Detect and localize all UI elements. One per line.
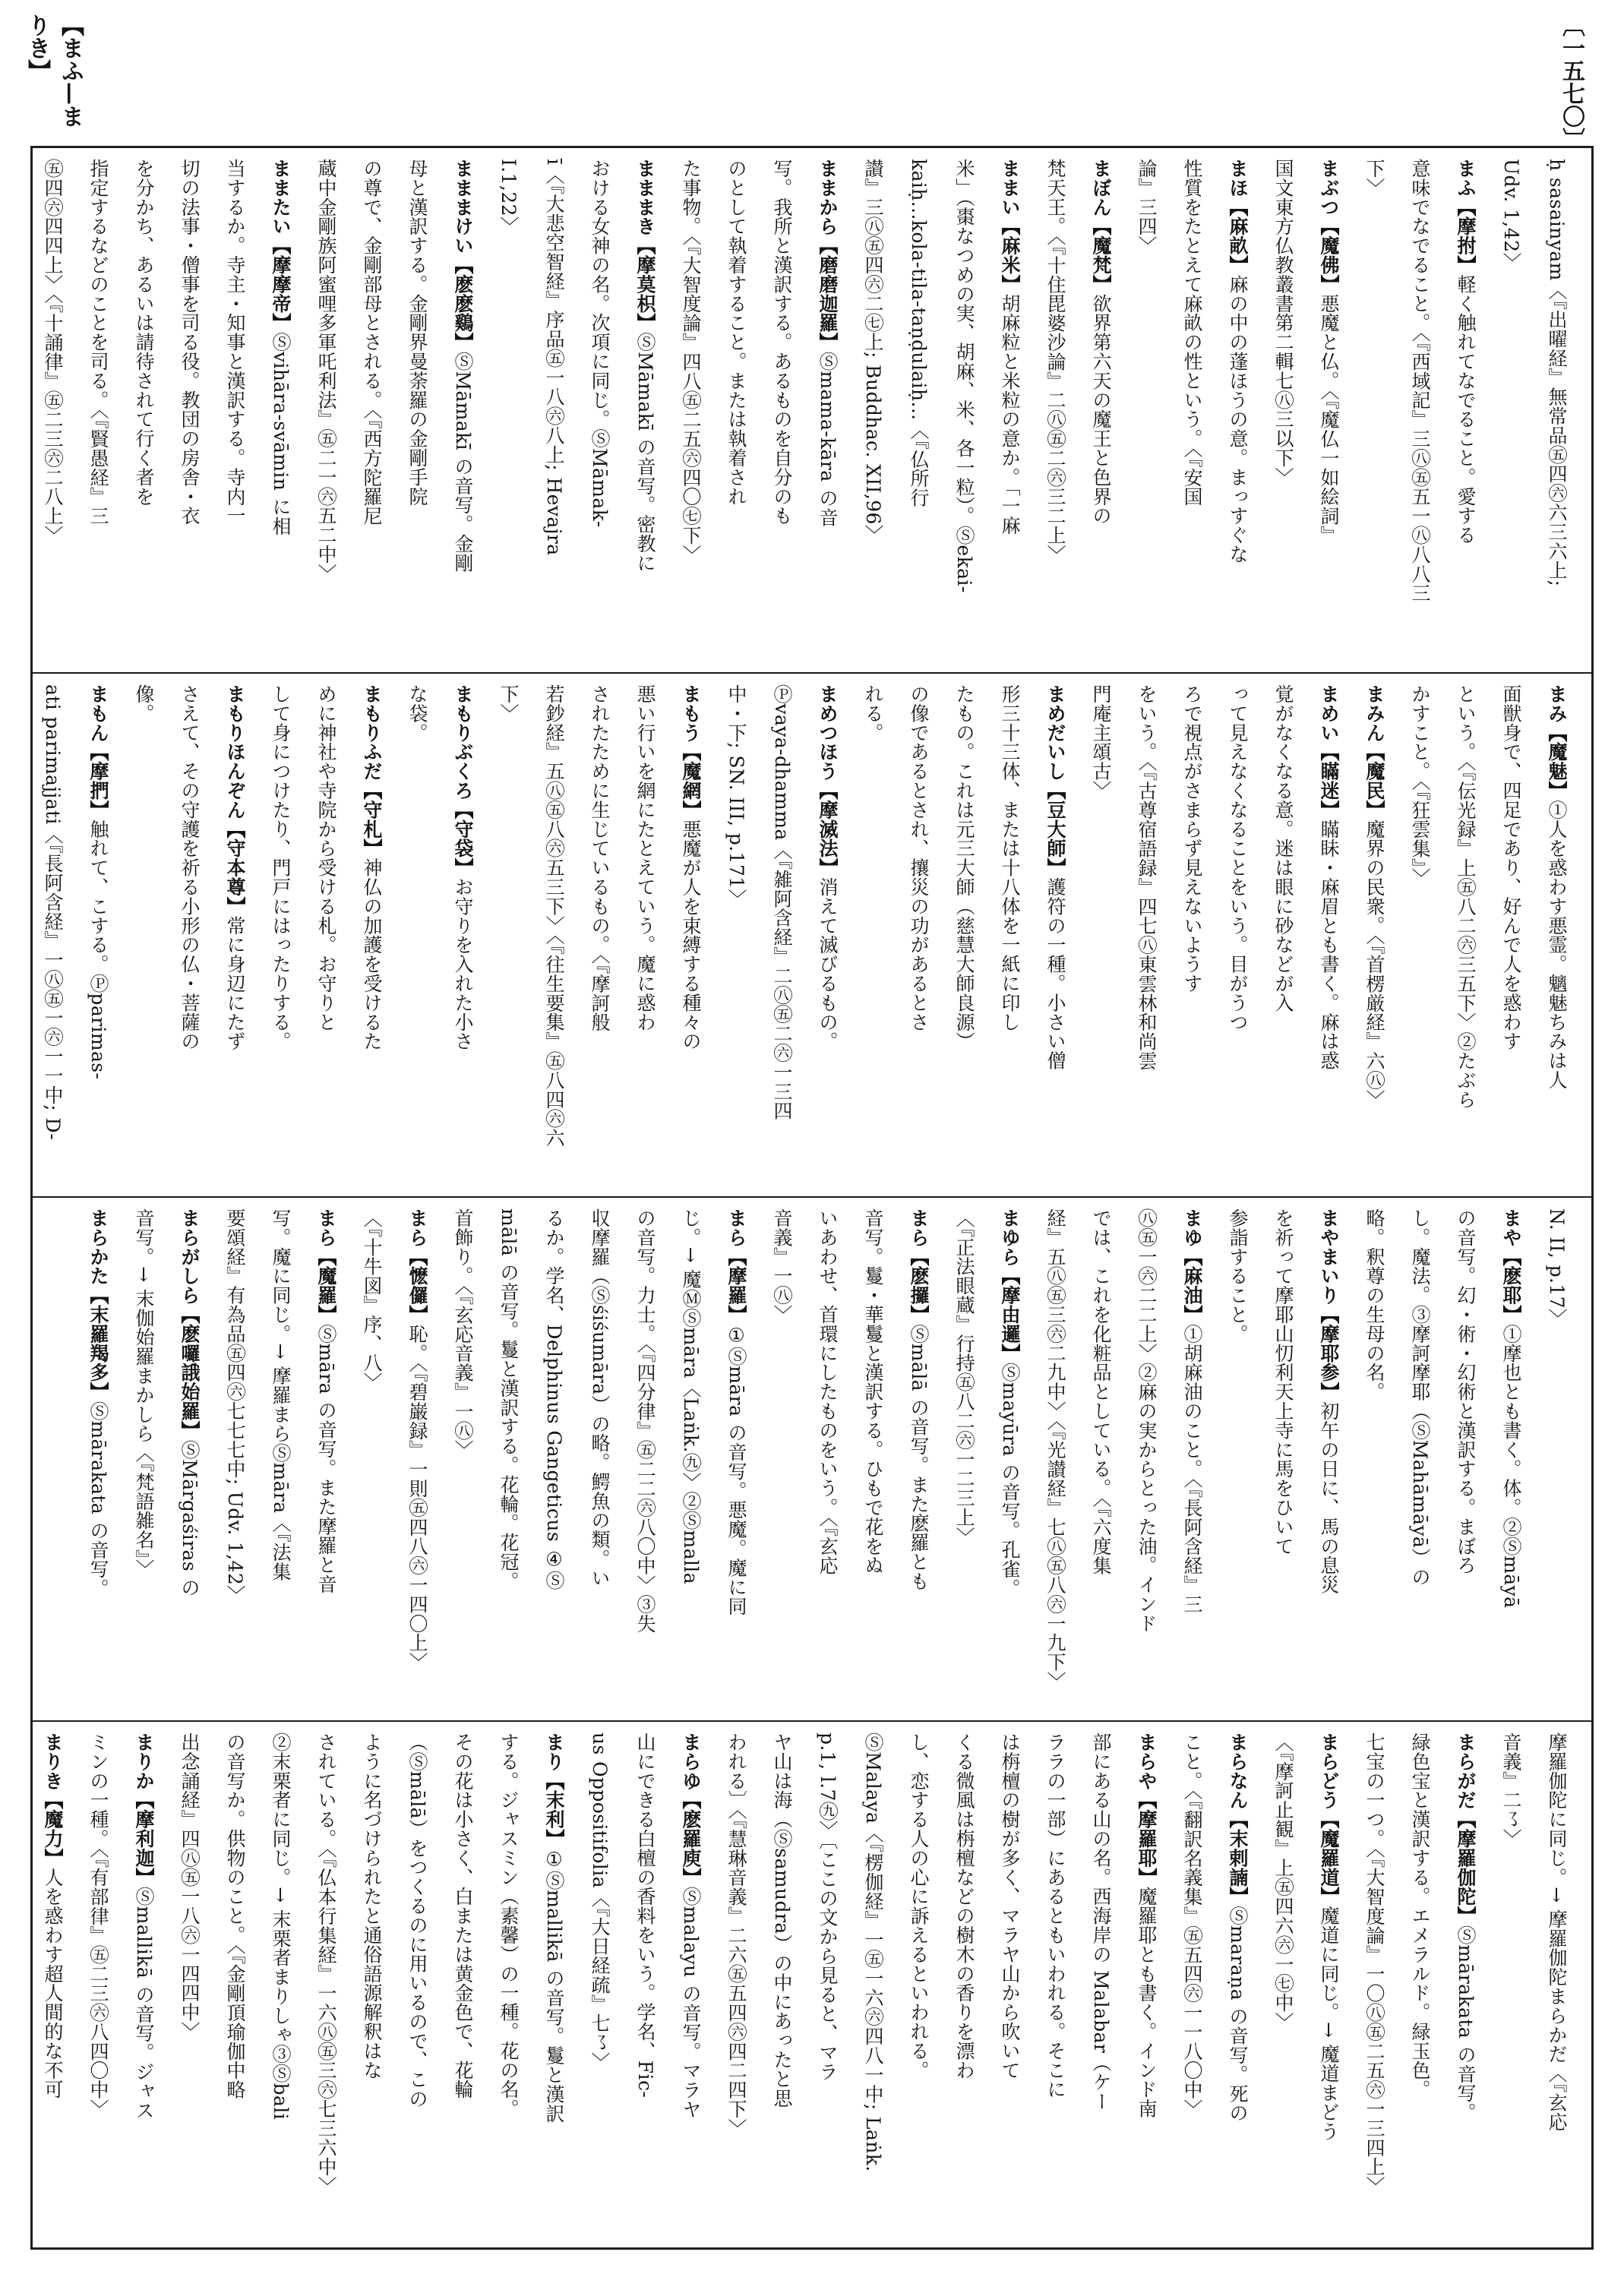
entry-line: 音義』一㊇〉 (771, 1208, 793, 1325)
entry-headword: まら【懡儸】 (406, 1208, 428, 1325)
entry-line: 略。釈尊の生母の名。 (1363, 1208, 1385, 1401)
entry-line: かすこと。〈『狂雲集』〉 (1409, 684, 1431, 888)
entry-line: 首飾り。〈『玄応音義』一㊇〉 (452, 1208, 474, 1460)
entry-line: ②末栗者に同じ。→ 末栗者まりしゃ③Ⓢbali (270, 1732, 292, 2120)
entry-headword: まりか【摩利迦】 (133, 1732, 155, 1887)
entry-headword: まらなん【末剌諵】 (1227, 1732, 1249, 1906)
entry-line: まめだいし【豆大師】護符の一種。小さい僧 (1044, 684, 1066, 1070)
entry-line: の音写か。供物のこと。〈『金剛頂瑜伽中略 (224, 1732, 246, 2099)
entry-line: 米」（棗なつめの実、胡麻、米、各一粒）。Ⓢekai- (953, 159, 975, 593)
entry-line: 指定するなどのことを司る。〈『賢愚経』三 (87, 159, 109, 526)
entry-line: な袋。 (406, 684, 428, 743)
entry-line: 部にある山の名。西海岸の Malabar（ケー (1090, 1732, 1112, 2111)
entry-line: まらゆ【麽羅庾】Ⓢmalayu の音写。マラヤ (680, 1732, 702, 2119)
entry-line: 像。 (133, 684, 155, 723)
entry-line: まみん【魔民】魔界の民衆。〈『首楞厳経』六㊇〉 (1363, 684, 1385, 1110)
entry-line: されている。〈『仏本行集経』一六㊇㊄三㊅七三六中〉 (315, 1732, 337, 2196)
entry-line: まらがだ【摩羅伽陀】Ⓢmārakata の音写。 (1455, 1732, 1477, 2123)
entry-line: ī〈『大悲空智経』序品㊄一八㊅八上; Hevajra (543, 159, 565, 556)
entry-line: まふ【摩拊】軽く触れてなでること。愛する (1455, 159, 1477, 545)
entry-line: まや【麽耶】①摩也とも書く。体。②Ⓢmāyā (1500, 1208, 1522, 1609)
entry-line: 山にできる白檀の香料をいう。学名、Fic- (634, 1732, 656, 2099)
entry-line: 写。魔に同じ。→ 摩羅まらⓈmāra〈『法集 (270, 1208, 292, 1581)
entry-headword: まままけい【麽麽鷄】 (452, 159, 474, 352)
entry-line: 出念誦経』四㊇㊄一八㊅一四四中〉 (179, 1732, 201, 2042)
entry-headword: まみ【魔魅】 (1546, 684, 1568, 801)
entry-line: mālā の音写。鬘と漢訳する。花輪。花冠。 (498, 1208, 520, 1591)
entry-line: を分かち、あるいは請待されて行く者を (133, 159, 155, 507)
entry-headword: まめだいし【豆大師】 (1044, 684, 1066, 877)
entry-line: まめい【瞞迷】瞞眛・麻眉とも書く。麻は惑 (1318, 684, 1340, 1071)
entry-band-2 (33, 672, 1591, 1198)
entry-line: くる微風は栴檀などの樹木の香りを漂わ (953, 1732, 975, 2080)
entry-line: まら【魔羅】Ⓢmāra の音写。また摩羅と音 (315, 1208, 337, 1594)
entry-line: 母と漢訳する。金剛界曼荼羅の金剛手院 (406, 159, 428, 507)
entry-line: して身につけたり、門戸にはったりする。 (270, 684, 292, 1051)
entry-line: 経』五㊇㊄三㊅二九中〉〈『光讃経』七㊇㊄八㊅一九下〉 (1044, 1208, 1066, 1691)
entry-line: 下〉 (1363, 159, 1385, 197)
entry-line: ⓈMalaya〈『楞伽経』一㊄一六㊅四八一中; Laṅk. (862, 1732, 884, 2172)
entry-line: ろで視点がさまらず見えないようす (1181, 684, 1203, 993)
entry-line: 梵天王。〈『十住毘婆沙論』二㊇㊄二㊅三二上〉 (1044, 159, 1066, 564)
entry-line: 国文東方仏教叢書第二輯七㊇三以下〉 (1272, 159, 1294, 487)
entry-headword: まら【麽攞】 (908, 1208, 930, 1325)
entry-line: ati parimajjati〈『長阿含経』一㊇㊄一㊅一一中; D- (42, 684, 64, 1141)
dictionary-page-frame (30, 146, 1594, 2250)
entry-line: 論』三四〉 (1136, 159, 1158, 255)
entry-headword: まらどう【魔羅道】 (1318, 1732, 1340, 1906)
entry-headword: ままから【磨磨迦羅】 (817, 159, 839, 352)
entry-line: まらかた【末羅羯多】Ⓢmārakata の音写。 (87, 1208, 109, 1599)
entry-line: 形三十三体、または十八体を一紙に印し (999, 684, 1021, 1032)
entry-line: まやまいり【摩耶参】初午の日に、馬の息災 (1318, 1208, 1340, 1594)
entry-line: まらどう【魔羅道】魔道に同じ。→ 魔道まどう (1318, 1732, 1340, 2141)
entry-band-3-columns (33, 1198, 1591, 1722)
entry-line: 緑色宝と漢訳する。エメラルド。緑玉色。 (1409, 1732, 1431, 2099)
entry-line: という。〈『伝光録』上㊄八二㊅三五下〉②たぶら (1455, 684, 1477, 1110)
entry-line: まぶつ【魔佛】悪魔と仏。〈『魔仏一如絵詞』 (1318, 159, 1340, 545)
entry-line: 中・下; SN. III, p.171〉 (725, 684, 747, 908)
entry-line: その花は小さく、白または黄金色で、花輪 (452, 1732, 474, 2099)
entry-line: されたために生じているもの。〈『摩訶般 (589, 684, 611, 1032)
entry-headword: まもりほんぞん【守本尊】 (224, 684, 246, 916)
entry-headword: まみん【魔民】 (1363, 684, 1385, 820)
entry-line: た事物。〈『大智度論』四八㊄二五㊅四〇㊆下〉 (680, 159, 702, 564)
entry-line: こと。〈『翻訳名義集』㊄五四㊅一一八〇中〉 (1181, 1732, 1203, 2119)
entry-headword: まもりぶくろ【守袋】 (452, 684, 474, 877)
entry-line: 写。我所と漢訳する。あるものを自分のも (771, 159, 793, 526)
entry-line: 〈『十牛図』序、八〉 (361, 1208, 383, 1392)
entry-line: 蔵中金剛族阿蜜哩多軍吒利法』㊄二一㊅五二中〉 (315, 159, 337, 583)
entry-line: ように名づけられたと通俗語源解釈はな (361, 1732, 383, 2080)
entry-line: 切の法事・僧事を司る役。教団の房舎・衣 (179, 159, 201, 526)
section-header: 【まふ—まりき】 (24, 14, 84, 128)
entry-headword: まもりふだ【守札】 (361, 684, 383, 858)
entry-line: kaiḥ...kola-tila-taṇḍulaiḥ...〈『仏所行 (908, 159, 930, 508)
entry-headword: まぶつ【魔佛】 (1318, 159, 1340, 294)
entry-line: まら【摩羅】①Ⓢmāra の音写。悪魔。魔に同 (725, 1208, 747, 1616)
entry-line: おける女神の名。次項に同じ。ⓈMāmak- (589, 159, 611, 528)
entry-line: のとして執着すること。または執着され (725, 159, 747, 507)
entry-line: をいう。〈『古尊宿語録』四七㊇東雲林和尚雲 (1136, 684, 1158, 1071)
entry-line: 面獣身で、四足であり、好んで人を惑わす (1500, 684, 1522, 1051)
entry-line: 要頌経』有為品㊄四㊅七七七中; Udv. 1,42〉 (224, 1208, 246, 1605)
entry-line: まらがしら【麽囉誐始羅】ⓈMārgaśiras の (179, 1208, 201, 1597)
entry-line: まりか【摩利迦】Ⓢmallikā の音写。ジャス (133, 1732, 155, 2121)
entry-headword: まもん【摩捫】 (87, 684, 109, 820)
entry-line: まゆ【麻油】①胡麻油のこと。〈『長阿含経』三 (1181, 1208, 1203, 1614)
entry-line: を祈って摩耶山忉利天上寺に馬をひいて (1272, 1208, 1294, 1556)
entry-line: 〈『正法眼蔵』行持㊄八二㊅一二三上〉 (953, 1208, 975, 1546)
entry-band-1 (33, 148, 1591, 672)
entry-line: ままたい【摩摩帝】Ⓢvihāra-svāmin に相 (270, 159, 292, 536)
entry-line: 音写。鬘・華鬘と漢訳する。ひもで花をぬ (862, 1208, 884, 1575)
entry-line: いあわせ、首環にしたものをいう。〈『玄応 (817, 1208, 839, 1575)
entry-headword: まらがしら【麽囉誐始羅】 (179, 1208, 201, 1440)
entry-headword: まらがだ【摩羅伽陀】 (1455, 1732, 1477, 1925)
entry-line: まもりふだ【守札】神仏の加護を受けるた (361, 684, 383, 1051)
entry-line: ままい【麻米】胡麻粒と米粒の意か。「一麻 (999, 159, 1021, 535)
entry-headword: まらや【摩羅耶】 (1136, 1732, 1158, 1887)
entry-line: まらなん【末剌諵】Ⓢmaraṇa の音写。死の (1227, 1732, 1249, 2123)
entry-line: 門庵主頌古〉 (1090, 684, 1112, 801)
entry-line: は栴檀の樹が多く、マラヤ山から吹いて (999, 1732, 1021, 2080)
entry-line: さえて、その守護を祈る小形の仏・菩薩の (179, 684, 201, 1051)
entry-headword: まゆ【麻油】 (1181, 1208, 1203, 1325)
entry-headword: ままたい【摩摩帝】 (270, 159, 292, 333)
entry-headword: まやまいり【摩耶参】 (1318, 1208, 1340, 1401)
entry-line: まらや【摩羅耶】魔羅耶とも書く。インド南 (1136, 1732, 1158, 2119)
entry-line: ㊄四㊅四四上〉〈『十誦律』㊄二三㊅二八上〉 (42, 159, 64, 545)
entry-line: まほ【麻畝】麻の中の蓬ほうの意。まっすぐな (1227, 159, 1249, 564)
entry-line: って見えなくなることをいう。目がうつ (1227, 684, 1249, 1032)
entry-line: の音写。幻・術・幻術と漢訳する。まぼろ (1455, 1208, 1477, 1575)
entry-line: るか。学名、Delphinus Gangeticus ④Ⓢ (543, 1208, 565, 1590)
entry-headword: まぼん【魔梵】 (1090, 159, 1112, 294)
entry-headword: まもう【魔網】 (680, 684, 702, 820)
entry-headword: まふ【摩拊】 (1455, 159, 1477, 275)
entry-line: まゆら【摩由邏】Ⓢmayūra の音写。孔雀。 (999, 1208, 1021, 1598)
entry-line: われる〕〈『慧琳音義』二六㊄五四㊅四二四下〉 (725, 1732, 747, 2138)
entry-line: N. II, p.17〉 (1546, 1208, 1568, 1328)
entry-line: ḥ sasainyam〈『出曜経』無常品㊄四㊅六三六上; (1546, 159, 1568, 587)
entry-line: 音写。→ 末伽始羅まかしら〈『梵語雑名』〉 (133, 1208, 155, 1579)
entry-band-4 (33, 1720, 1591, 2246)
entry-line: 意味でなでること。〈『西域記』三㊇㊄五一㊇八八三 (1409, 159, 1431, 603)
entry-line: 若鈔経』五㊇㊄八㊅五三下〉〈『往生要集』㊄八四㊅六 (543, 684, 565, 1148)
entry-line: たもの。これは元三大師（慈慧大師良源） (953, 684, 975, 1051)
entry-headword: まら【摩羅】 (725, 1208, 747, 1325)
entry-line: まもん【摩捫】触れて、こする。Ⓟparimas- (87, 684, 109, 1080)
entry-line: 参詣すること。 (1227, 1208, 1249, 1344)
entry-band-2-columns (33, 674, 1591, 1198)
entry-line: ミンの一種。〈『有部律』㊄二三㊅八四〇中〉 (87, 1732, 109, 2119)
entry-line: 下〉 (498, 684, 520, 723)
entry-line: し、恋する人の心に訴えるといわれる。 (908, 1732, 930, 2080)
entry-line: 摩羅伽陀に同じ。→ 摩羅伽陀まらかだ〈『玄応 (1546, 1732, 1568, 2132)
entry-line: の尊で、金剛部母とされる。〈『西方陀羅尼 (361, 159, 383, 526)
entry-band-1-columns (33, 148, 1591, 672)
entry-line: Ⓟvaya-dhamma〈『雑阿含経』二㊇㊄二㊅一三四 (771, 684, 793, 1121)
entry-line: 収摩羅（Ⓢśiśumāra）の略。鰐魚の類。い (589, 1208, 611, 1588)
entry-line: ままから【磨磨迦羅】Ⓢmama-kāra の音 (817, 159, 839, 527)
entry-line: まもりほんぞん【守本尊】常に身辺にたず (224, 684, 246, 1051)
entry-line: ヤ山は海（Ⓢsamudra）の中にあったと思 (771, 1732, 793, 2108)
entry-line: 音義』二㇌〉 (1500, 1732, 1522, 1849)
entry-line: の音写。力士。〈『四分律』㊄二二㊅八〇中〉③失 (634, 1208, 656, 1634)
entry-line: では、これを化粧品としている。〈『六度集 (1090, 1208, 1112, 1575)
entry-line: us Oppositifolia〈『大日経疏』七㇌〉 (589, 1732, 611, 2072)
entry-line: する。ジャスミン（素馨）の一種。花の名。 (498, 1732, 520, 2118)
entry-line: 性質をたとえて麻畝の性という。〈『安国 (1181, 159, 1203, 507)
page-header (24, 14, 1594, 150)
entry-headword: まりき【魔力】 (42, 1732, 64, 1868)
entry-headword: まゆら【摩由邏】 (999, 1208, 1021, 1363)
entry-line: まぼん【魔梵】欲界第六天の魔王と色界の (1090, 159, 1112, 526)
entry-headword: まめつほう【摩滅法】 (817, 684, 839, 877)
entry-line: まら【麽攞】Ⓢmālā の音写。また麽羅とも (908, 1208, 930, 1591)
entry-headword: まら【魔羅】 (315, 1208, 337, 1325)
entry-line: （Ⓢmālā）をつくるのに用いるので、この (406, 1732, 428, 2108)
entry-line: 七宝の一つ。〈『大智度論』一〇㊇㊄二五㊅一三四上〉 (1363, 1732, 1385, 2196)
entry-line: まめつほう【摩滅法】消えて滅びるもの。 (817, 684, 839, 1051)
entry-line: まままき【摩莫枳】ⓈMāmakī の音写。密教に (634, 159, 656, 573)
entry-line: 〈『摩訶止観』上㊄四六㊅一㊆中〉 (1272, 1732, 1294, 2032)
entry-line: p.1, l.7㊈〉〔ここの文から見ると、マラ (817, 1732, 839, 2082)
entry-line: ララの一部）にあるともいわれる。そこに (1044, 1732, 1066, 2099)
entry-headword: まめい【瞞迷】 (1318, 684, 1340, 820)
entry-line: し。魔法。③摩訶摩耶（ⓈMahāmāyā）の (1409, 1208, 1431, 1587)
entry-line: じ。→ 魔ⓂⓈmāra〈Laṅk.㊈〉②Ⓢmalla (680, 1208, 702, 1584)
entry-band-3 (33, 1196, 1591, 1722)
entry-headword: まり【末利】 (543, 1732, 565, 1849)
entry-headword: まままき【摩莫枳】 (634, 159, 656, 333)
entry-line: まら【懡儸】恥。〈『碧巌録』一則㊄四八㊅一四〇上〉 (406, 1208, 428, 1672)
entry-headword: まほ【麻畝】 (1227, 159, 1249, 275)
entry-line: 讃』三㊇㊄四㊅二㊆上; Buddhac. XII,96〉 (862, 159, 884, 545)
entry-line: まままけい【麽麽鷄】ⓈMāmakī の音写。金剛 (452, 159, 474, 573)
entry-line: まりき【魔力】人を惑わす超人間的な不可 (42, 1732, 64, 2099)
entry-headword: ままい【麻米】 (999, 159, 1021, 294)
entry-line: れる。 (862, 684, 884, 743)
entry-line: 覚がなくなる意。迷は眼に砂などが入 (1272, 684, 1294, 1012)
entry-headword: まや【麽耶】 (1500, 1208, 1522, 1325)
entry-headword: まらゆ【麽羅庾】 (680, 1732, 702, 1887)
entry-line: I.1,22〉 (498, 159, 520, 236)
entry-line: めに神社や寺院から受ける札。お守りと (315, 684, 337, 1032)
entry-line: まり【末利】①Ⓢmallikā の音写。鬘と漢訳 (543, 1732, 565, 2124)
entry-line: の像であるとされ、攘災の功があるとさ (908, 684, 930, 1032)
entry-line: まもう【魔網】悪魔が人を束縛する種々の (680, 684, 702, 1051)
entry-band-4-columns (33, 1722, 1591, 2246)
entry-headword: まらかた【末羅羯多】 (87, 1208, 109, 1401)
entry-line: 当するか。寺主・知事と漢訳する。寺内一 (224, 159, 246, 526)
entry-line: まみ【魔魅】①人を惑わす悪霊。魑魅ちみは人 (1546, 684, 1568, 1090)
entry-line: まもりぶくろ【守袋】お守りを入れた小さ (452, 684, 474, 1051)
entry-line: 悪い行いを網にたとえていう。魔に惑わ (634, 684, 656, 1032)
entry-line: Udv. 1,42〉 (1500, 159, 1522, 272)
entry-line: ㊇㊄一㊅二二上〉②麻の実からとった油。インド (1136, 1208, 1158, 1633)
page-number: 〔一五七〇〕 (1558, 14, 1585, 150)
